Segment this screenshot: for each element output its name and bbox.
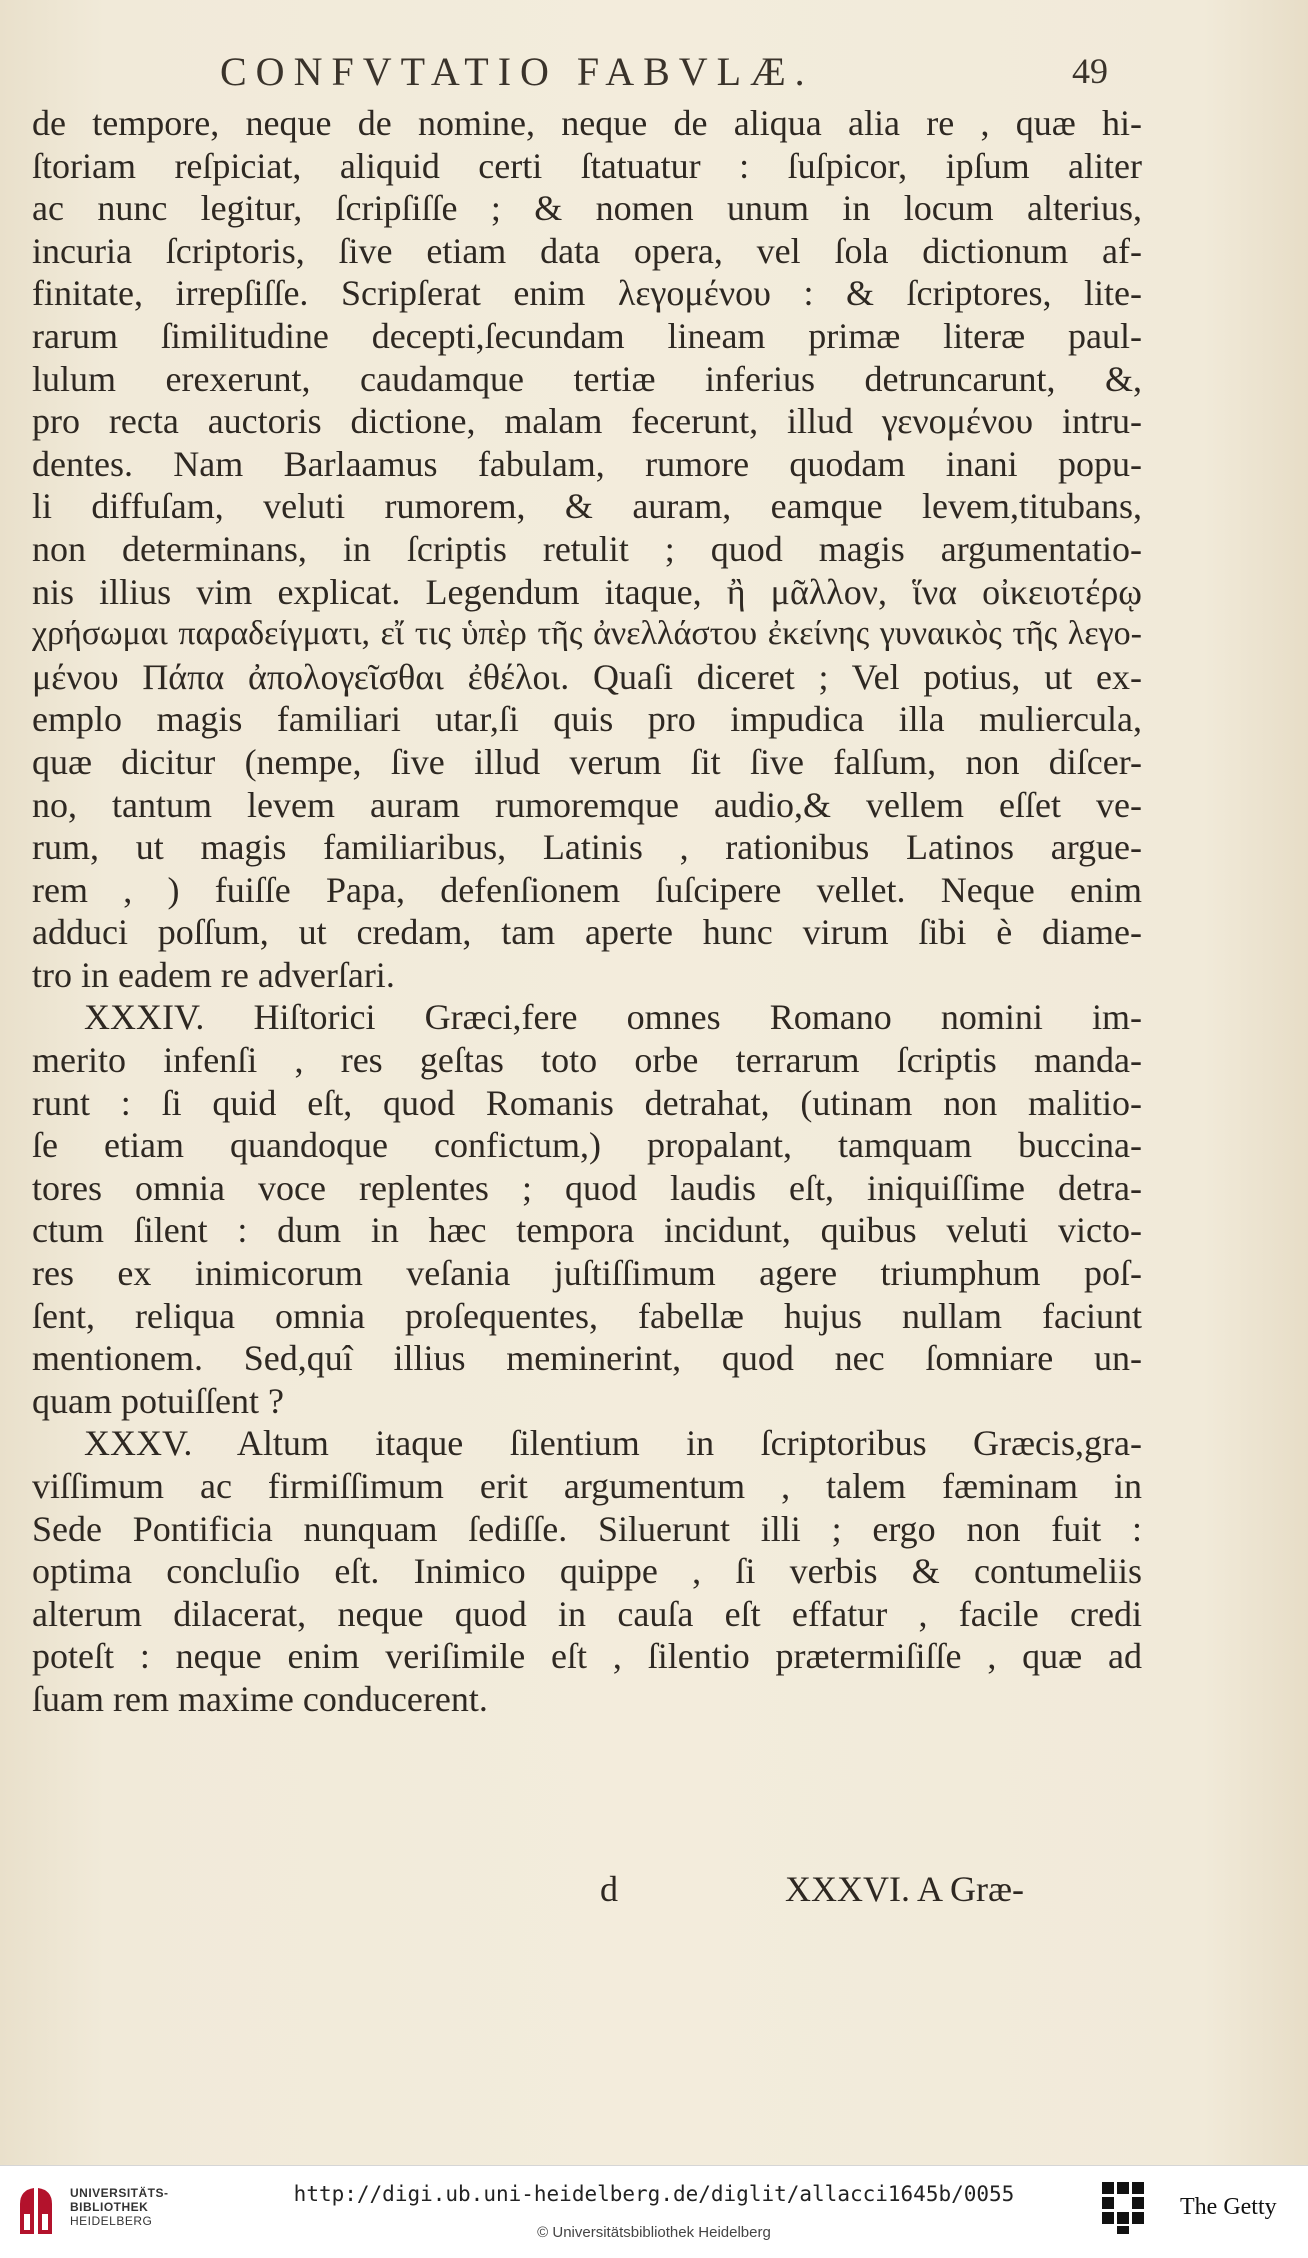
text-line: ctum ſilent : dum in hæc tempora incidunt, quibus veluti victo- (32, 1210, 1142, 1251)
text-line: no, tantum levem auram rumoremque audio,& vellem eſſet ve- (32, 784, 1142, 825)
text-line: ſtoriam reſpiciat, aliquid certi ſtatuatur : ſuſpicor, ipſum aliter (32, 145, 1142, 186)
text-line: emplo magis familiari utar,ſi quis pro impudica illa muliercula, (32, 699, 1142, 740)
text-line: ſent, reliqua omnia proſequentes, fabellæ hujus nullam faciunt (32, 1295, 1142, 1336)
text-line: adduci poſſum, ut credam, tam aperte hunc virum ſibi è diame- (32, 912, 1142, 953)
text-line: merito infenſi , res geſtas toto orbe terrarum ſcriptis manda- (32, 1040, 1142, 1081)
text-line: optima concluſio eſt. Inimico quippe , ſi verbis & contumeliis (32, 1551, 1142, 1592)
text-line: ac nunc legitur, ſcripſiſſe ; & nomen unum in locum alterius, (32, 188, 1142, 229)
text-line: dentes. Nam Barlaamus fabulam, rumore quodam inani popu- (32, 443, 1142, 484)
text-line: pro recta auctoris dictione, malam fecerunt, illud γενομένου intru- (32, 401, 1142, 442)
catchline (0, 1868, 1308, 1916)
text-line: rum, ut magis familiaribus, Latinis , rationibus Latinos argue- (32, 827, 1142, 868)
university-library-name: UNIVERSITÄTS- BIBLIOTHEK HEIDELBERG (70, 2186, 169, 2228)
text-line: rem , ) fuiſſe Papa, defenſionem ſuſcipere vellet. Neque enim (32, 869, 1142, 910)
text-line: li diffuſam, veluti rumorem, & auram, eamque levem,titubans, (32, 486, 1142, 527)
text-line: tores omnia voce replentes ; quod laudis eſt, iniquiſſime detra- (32, 1167, 1142, 1208)
text-line: mentionem. Sed,quî illius meminerint, quod nec ſomniare un- (32, 1338, 1142, 1379)
viewer-footer (0, 2165, 1308, 2258)
partner-name: The Getty (1180, 2194, 1277, 2220)
copyright-notice: © Universitätsbibliothek Heidelberg (537, 2224, 771, 2241)
permalink-url[interactable]: http://digi.ub.uni-heidelberg.de/diglit/allacci1645b/0055 (293, 2182, 1015, 2206)
body-text (32, 102, 1142, 1721)
catchword: XXXVI. A Græ- (785, 1869, 1024, 1909)
text-line: res ex inimicorum veſania juſtiſſimum agere triumphum poſ- (32, 1253, 1142, 1294)
text-line: ſe etiam quandoque confictum,) propalant, tamquam buccina- (32, 1125, 1142, 1166)
text-line: tro in eadem re adverſari. (32, 954, 395, 995)
text-line: nis illius vim explicat. Legendum itaque, ἢ μᾶλλον, ἵνα οἰκειοτέρῳ (32, 571, 1142, 612)
text-line: poteſt : neque enim veriſimile eſt , ſilentio prætermiſiſſe , quæ ad (32, 1636, 1142, 1677)
text-line: Sede Pontificia nunquam ſediſſe. Siluerunt illi ; ergo non fuit : (32, 1508, 1142, 1549)
text-line: μένου Πάπα ἀπολογεῖσθαι ἐθέλοι. Quaſi diceret ; Vel potius, ut ex- (32, 656, 1142, 697)
text-line: quam potuiſſent ? (32, 1380, 284, 1421)
signature-mark: d (600, 1869, 618, 1909)
page-number: 49 (1072, 51, 1108, 91)
running-head-title: CONFVTATIO FABVLÆ. (220, 49, 814, 94)
text-line: de tempore, neque de nomine, neque de aliqua alia re , quæ hi- (32, 103, 1142, 143)
text-line: incuria ſcriptoris, ſive etiam data opera, vel ſola dictionum af- (32, 230, 1142, 271)
text-line: XXXIV. Hiſtorici Græci,fere omnes Romano nomini im- (84, 997, 1142, 1038)
text-line: runt : ſi quid eſt, quod Romanis detrahat, (utinam non malitio- (32, 1082, 1142, 1123)
text-line: finitate, irrepſiſſe. Scripſerat enim λεγομένου : & ſcriptores, lite- (32, 273, 1142, 314)
text-line: XXXV. Altum itaque ſilentium in ſcriptoribus Græcis,gra- (84, 1423, 1142, 1464)
text-line: lulum erexerunt, caudamque tertiæ inferius detruncarunt, &, (32, 358, 1142, 399)
text-line: viſſimum ac firmiſſimum erit argumentum , talem fæminam in (32, 1466, 1142, 1506)
text-line: non determinans, in ſcriptis retulit ; quod magis argumentatio- (32, 528, 1142, 569)
text-line: χρήσωμαι παραδείγματι, εἴ τις ὑπὲρ τῆς ἀνελλάστου ἐκείνης γυναικὸς τῆς λεγο- (32, 615, 1142, 653)
text-line: quæ dicitur (nempe, ſive illud verum ſit ſive falſum, non diſcer- (32, 741, 1142, 782)
text-line: ſuam rem maxime conducerent. (32, 1678, 488, 1719)
text-line: rarum ſimilitudine decepti,ſecundam lineam primæ literæ paul- (32, 315, 1142, 356)
getty-logo-icon (1100, 2180, 1146, 2236)
running-head (0, 42, 1308, 102)
text-line: alterum dilacerat, neque quod in cauſa eſt effatur , facile credi (32, 1593, 1142, 1634)
